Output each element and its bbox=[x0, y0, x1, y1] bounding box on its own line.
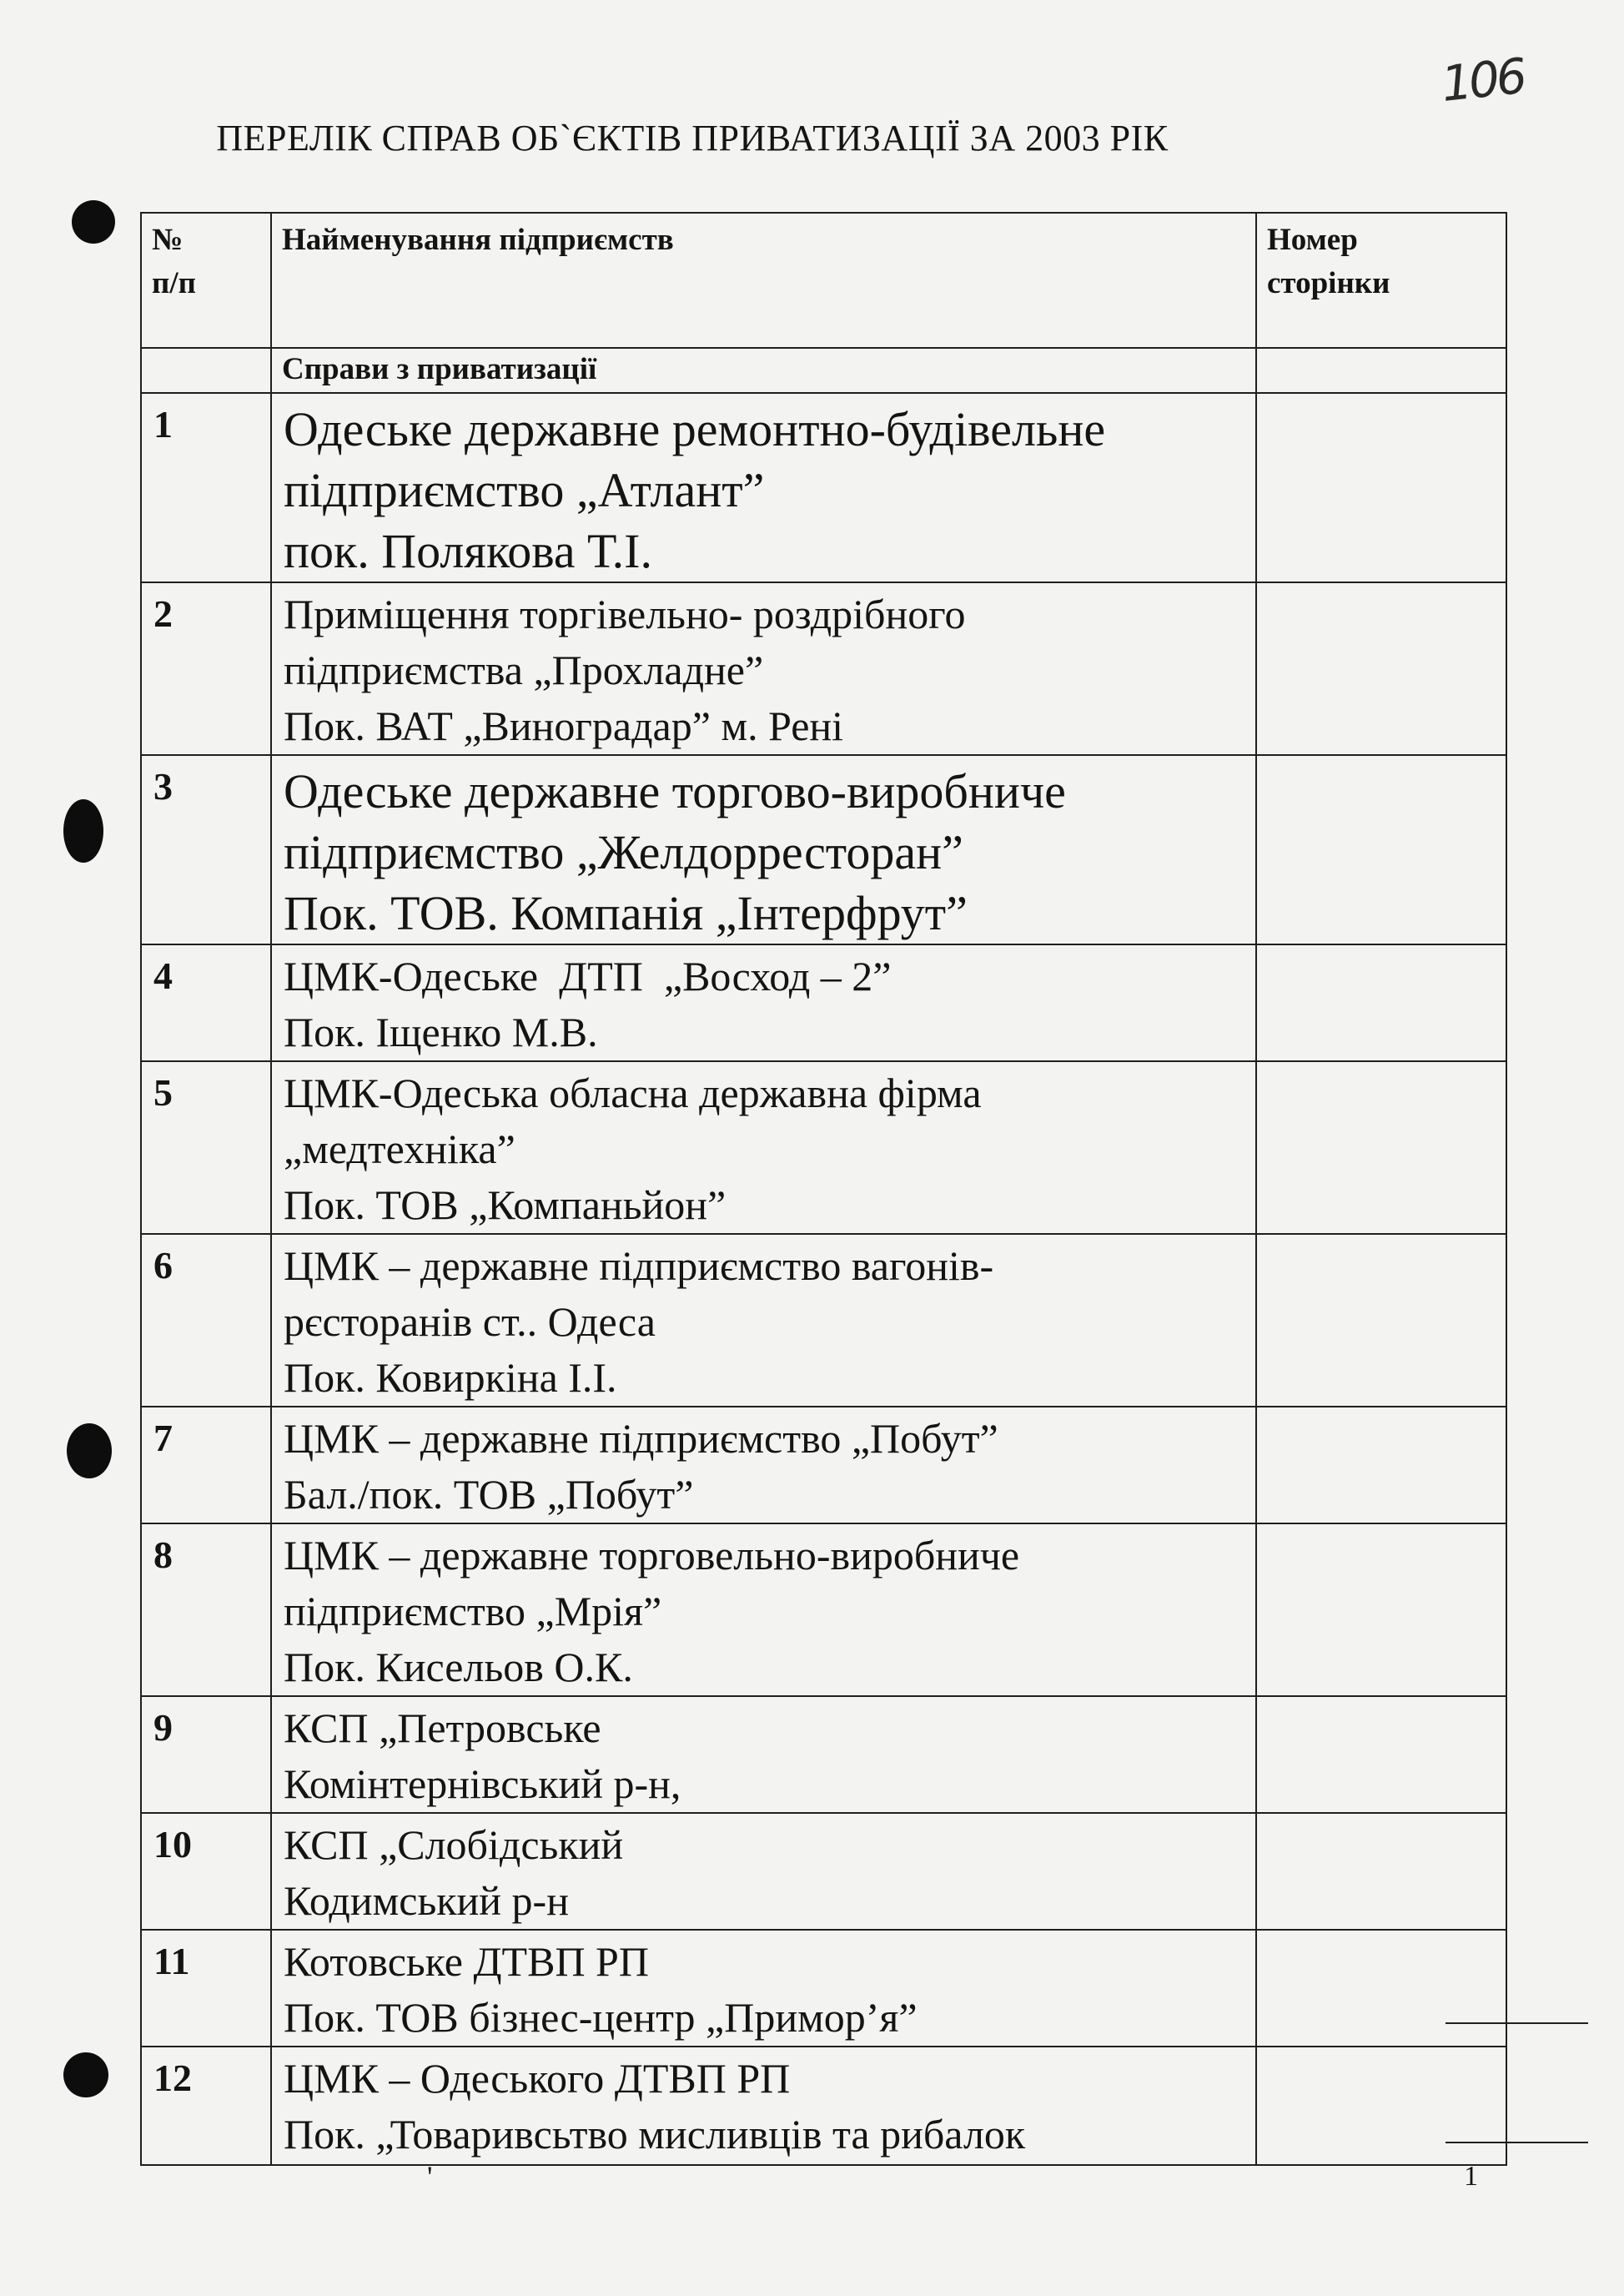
row-name-line: підприємства „Прохладне” bbox=[284, 647, 764, 693]
row-name-line: Котовське ДТВП РП bbox=[284, 1938, 649, 1985]
row-name-line: ЦМК – державне підприємство „Побут” bbox=[284, 1415, 998, 1462]
punch-hole-2 bbox=[63, 799, 103, 863]
table-extension-line bbox=[1446, 2022, 1588, 2024]
row-name-cell bbox=[271, 755, 1256, 944]
row-page-cell bbox=[1256, 944, 1506, 1061]
row-name-cell bbox=[271, 1234, 1256, 1407]
row-name-line: Пок. ВАТ „Виноградар” м. Рені bbox=[284, 702, 844, 749]
table-row bbox=[141, 2047, 1506, 2165]
row-name-line: КСП „Слобідський bbox=[284, 1821, 624, 1868]
row-page-cell bbox=[1256, 1234, 1506, 1407]
header-name-cell bbox=[271, 213, 1256, 348]
row-number: 5 bbox=[141, 1061, 271, 1234]
row-number: 6 bbox=[141, 1234, 271, 1407]
row-page-cell bbox=[1256, 1696, 1506, 1813]
row-name-line: ЦМК-Одеська обласна державна фірма bbox=[284, 1070, 982, 1116]
row-number: 12 bbox=[141, 2047, 271, 2165]
header-number-symbol: № bbox=[152, 223, 184, 257]
header-page-label-2: сторінки bbox=[1267, 266, 1390, 300]
row-name-line: Комінтернівський р-н, bbox=[284, 1760, 681, 1807]
row-name-line: Пок. ТОВ „Компаньйон” bbox=[284, 1181, 727, 1228]
row-name-line: рєсторанів ст.. Одеса bbox=[284, 1298, 656, 1345]
row-name-cell bbox=[271, 1407, 1256, 1523]
row-name-cell bbox=[271, 1061, 1256, 1234]
row-name-line: Пок. ТОВ бізнес-центр „Примор’я” bbox=[284, 1994, 918, 2041]
table-extension-line-bottom bbox=[1446, 2142, 1588, 2143]
table-row bbox=[141, 1523, 1506, 1696]
row-page-cell bbox=[1256, 1930, 1506, 2047]
privatization-cases-table bbox=[140, 212, 1507, 2166]
row-name-cell bbox=[271, 1523, 1256, 1696]
row-page-cell bbox=[1256, 755, 1506, 944]
row-page-cell bbox=[1256, 393, 1506, 582]
table-row bbox=[141, 1061, 1506, 1234]
row-name-line: Приміщення торгівельно- роздрібного bbox=[284, 591, 966, 637]
table-row bbox=[141, 1234, 1506, 1407]
row-name-cell bbox=[271, 1813, 1256, 1930]
row-name-line: Пок. „Товаривсьтво мисливців та рибалок bbox=[284, 2111, 1026, 2158]
row-number: 10 bbox=[141, 1813, 271, 1930]
row-name-cell bbox=[271, 393, 1256, 582]
section-label: Справи з приватизації bbox=[271, 348, 1256, 393]
row-name-cell bbox=[271, 1696, 1256, 1813]
table-row bbox=[141, 1407, 1506, 1523]
punch-hole-1 bbox=[72, 200, 115, 244]
row-number: 8 bbox=[141, 1523, 271, 1696]
header-number-label: п/п bbox=[152, 266, 196, 300]
row-name-cell bbox=[271, 944, 1256, 1061]
table-row bbox=[141, 582, 1506, 755]
row-page-cell bbox=[1256, 2047, 1506, 2165]
row-page-cell bbox=[1256, 1813, 1506, 1930]
row-number: 11 bbox=[141, 1930, 271, 2047]
row-name-line: КСП „Петровське bbox=[284, 1704, 601, 1751]
table-row bbox=[141, 944, 1506, 1061]
row-page-cell bbox=[1256, 1523, 1506, 1696]
row-name-line: Пок. Іщенко М.В. bbox=[284, 1009, 598, 1055]
row-name-line: Пок. ТОВ. Компанія „Інтерфрут” bbox=[284, 886, 968, 940]
header-name-label: Найменування підприємств bbox=[282, 223, 674, 257]
row-name-line: „медтехніка” bbox=[284, 1125, 515, 1172]
row-name-line: пок. Полякова Т.І. bbox=[284, 524, 652, 578]
row-name-line: Кодимський р-н bbox=[284, 1877, 569, 1924]
row-name-line: ЦМК – Одеського ДТВП РП bbox=[284, 2055, 791, 2102]
row-page-cell bbox=[1256, 1407, 1506, 1523]
row-name-line: підприємство „Желдорресторан” bbox=[284, 825, 963, 879]
row-name-line: Одеське державне торгово-виробниче bbox=[284, 764, 1066, 818]
table-row bbox=[141, 1930, 1506, 2047]
header-page-cell bbox=[1256, 213, 1506, 348]
header-number-cell bbox=[141, 213, 271, 348]
row-name-cell bbox=[271, 582, 1256, 755]
row-page-cell bbox=[1256, 582, 1506, 755]
row-name-line: підприємство „Мрія” bbox=[284, 1588, 662, 1634]
row-number: 2 bbox=[141, 582, 271, 755]
row-name-cell bbox=[271, 2047, 1256, 2165]
row-name-line: Пок. Ковиркіна І.І. bbox=[284, 1354, 617, 1401]
table-row bbox=[141, 393, 1506, 582]
table-header-row bbox=[141, 213, 1506, 348]
document-title: ПЕРЕЛІК СПРАВ ОБ`ЄКТІВ ПРИВАТИЗАЦІЇ ЗА 2003 РІК bbox=[216, 118, 1169, 159]
row-name-line: ЦМК – державне підприємство вагонів- bbox=[284, 1242, 994, 1289]
table-row bbox=[141, 1813, 1506, 1930]
row-number: 1 bbox=[141, 393, 271, 582]
page-number: 1 bbox=[1464, 2161, 1478, 2192]
row-number: 7 bbox=[141, 1407, 271, 1523]
row-name-line: Одеське державне ремонтно-будівельне bbox=[284, 402, 1106, 456]
section-row bbox=[141, 348, 1506, 393]
row-name-line: підприємство „Атлант” bbox=[284, 463, 765, 517]
row-name-line: Бал./пок. ТОВ „Побут” bbox=[284, 1471, 694, 1518]
table-row bbox=[141, 1696, 1506, 1813]
punch-hole-4 bbox=[63, 2052, 108, 2097]
punch-hole-3 bbox=[67, 1423, 112, 1478]
row-number: 4 bbox=[141, 944, 271, 1061]
stray-mark: ' bbox=[427, 2160, 433, 2193]
row-number: 3 bbox=[141, 755, 271, 944]
row-name-line: Пок. Кисельов О.К. bbox=[284, 1644, 633, 1690]
row-number: 9 bbox=[141, 1696, 271, 1813]
row-name-line: ЦМК – державне торговельно-виробниче bbox=[284, 1532, 1020, 1578]
row-page-cell bbox=[1256, 1061, 1506, 1234]
table-row bbox=[141, 755, 1506, 944]
handwritten-sheet-number: 106 bbox=[1438, 48, 1527, 113]
header-page-label-1: Номер bbox=[1267, 223, 1358, 257]
section-page-cell bbox=[1256, 348, 1506, 393]
section-empty-cell bbox=[141, 348, 271, 393]
row-name-line: ЦМК-Одеське ДТП „Восход – 2” bbox=[284, 953, 892, 999]
row-name-cell bbox=[271, 1930, 1256, 2047]
